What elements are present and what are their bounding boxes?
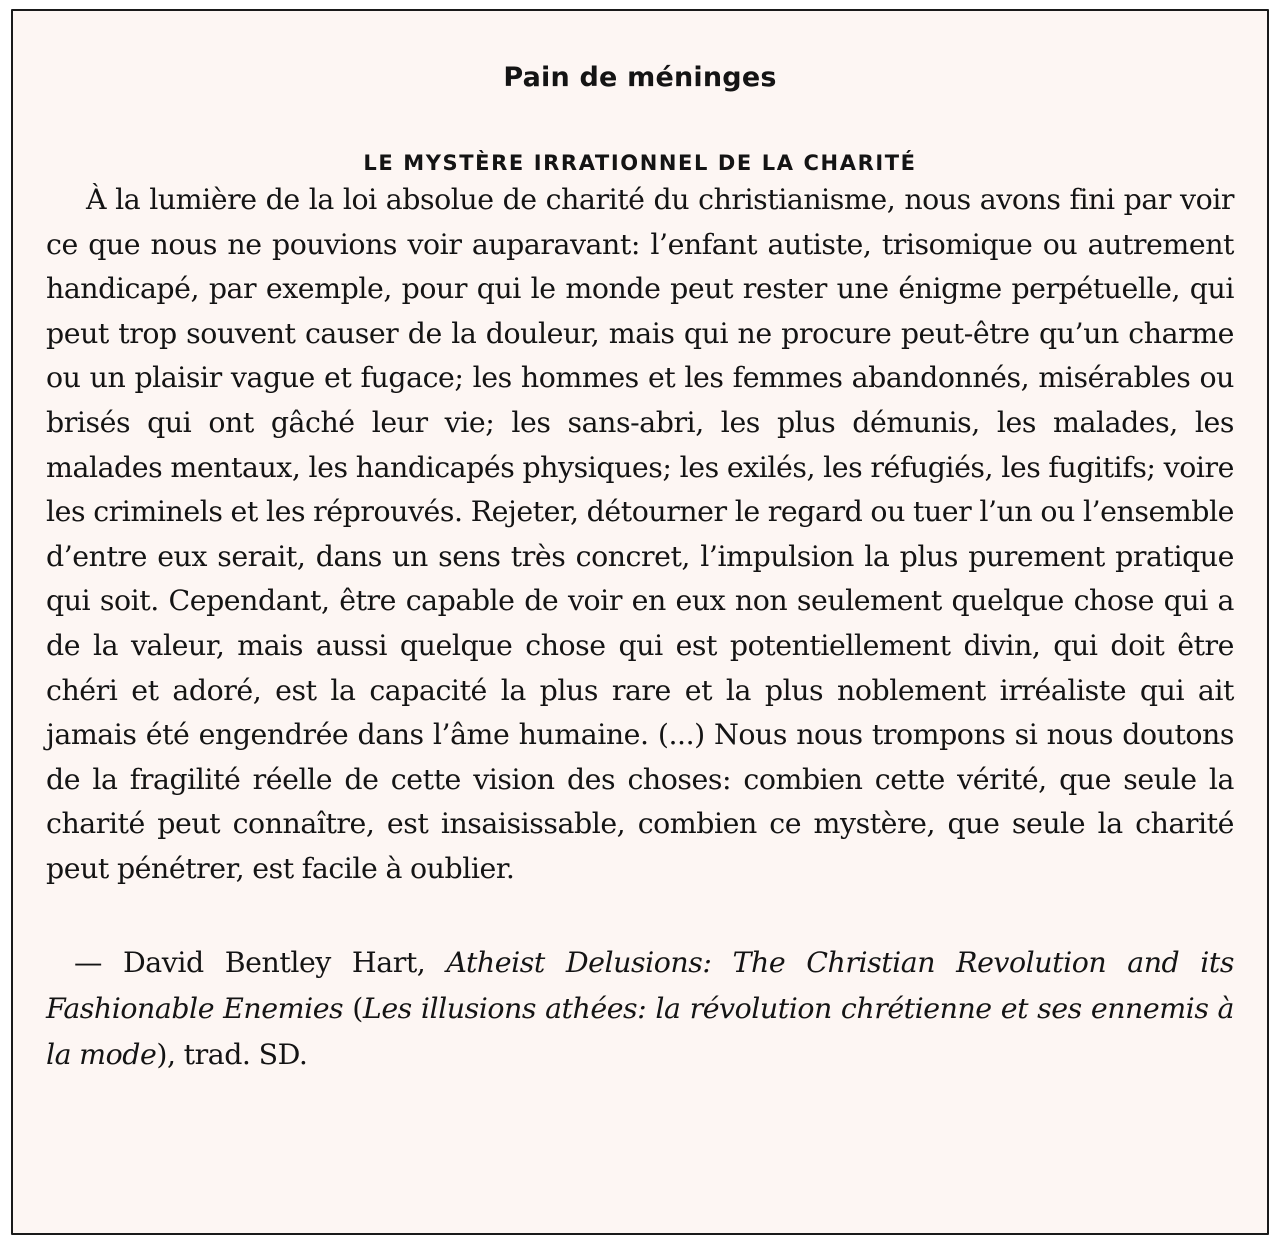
article-body: À la lumière de la loi absolue de charité du christianisme, nous avons fini par voir ce que nous ne pouvions voir auparavant: l’enfant autiste, trisomique ou autrement handicapé, par exemple, pour qui le monde peut rester une énigme perpétuelle, qui peut trop souvent causer de la douleur, mais qui ne procure peut-être qu’un charme ou un plaisir vague et fugace; les hommes et les femmes abandonnés, misérables ou brisés qui ont gâché leur vie; les sans-abri, les plus démunis, les malades, les malades mentaux, les handicapés physiques; les exilés, les réfugiés, les fugitifs; voire les criminels et les réprouvés. Rejeter, détourner le regard ou tuer l’un ou l’ensemble d’entre eux serait, dans un sens très concret, l’impulsion la plus purement pratique qui soit. Cependant, être capable de voir en eux non seulement quelque chose qui a de la valeur, mais aussi quelque chose qui est potentiellement divin, qui doit être chéri et adoré, est la capacité la plus rare et la plus noblement irréaliste qui ait jamais été engendrée dans l’âme humaine. (...) Nous nous trompons si nous doutons de la fragilité réelle de cette vision des choses: combien cette vérité, que seule la charité peut connaître, est insaisissable, combien ce mystère, que seule la charité peut pénétrer, est facile à oublier. (46, 183, 1234, 885)
box-title: Pain de méninges (503, 62, 777, 93)
text-box (46, 58, 1234, 1078)
attribution-book-title: Atheist Delusions: The Christian Revolution and its Fashionable Enemies (46, 945, 1235, 1025)
article-heading: LE MYSTÈRE IRRATIONNEL DE LA CHARITÉ (363, 151, 917, 175)
attribution-translated-title: Les illusions athées: la révolution chrétienne et ses ennemis à la mode (46, 991, 1235, 1071)
attribution-author: — David Bentley Hart, (74, 945, 447, 979)
attribution-paren-open: ( (343, 991, 363, 1025)
attribution-suffix: ), trad. SD. (156, 1037, 308, 1071)
attribution (46, 940, 1234, 1078)
